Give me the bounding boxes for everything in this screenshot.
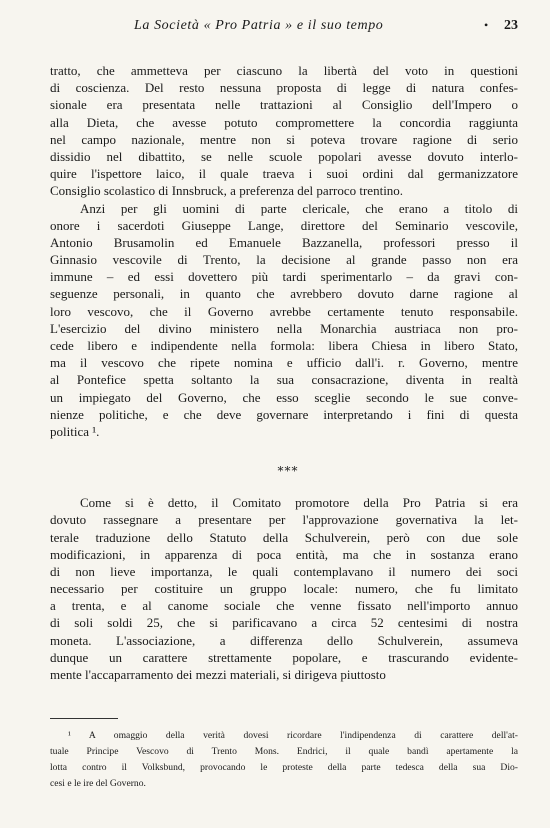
text-line: dissidio nel dibattito, se nelle scuole popolari avesse dovuto interlo- (50, 148, 518, 164)
text-line: loro vescovo, che il Governo avrebbe certamente tenuto responsabile. (50, 303, 518, 319)
text-line: alla Dieta, che avesse potuto compromettere la concordia raggiunta (50, 114, 518, 130)
text-line: un impiegato del Governo, che esso sceglie secondo le sue conve- (50, 389, 518, 405)
header-marker: • (484, 18, 489, 32)
text-line: dunque un carattere strettamente popolare, e trascurando evidente- (50, 649, 518, 665)
footnote-line: tuale Principe Vescovo di Trento Mons. Endrici, il quale bandì apertamente la (50, 746, 518, 757)
text-line: di coscienza. Del resto nessuna proposta di legge di natura confes- (50, 80, 518, 96)
section-separator: ⁎⁎⁎ (277, 460, 299, 475)
text-line: tratto, che ammetteva per ciascuno la libertà del voto in questioni (50, 63, 518, 78)
text-line: L'esercizio del divino ministero nella Monarchia austriaca non pro- (50, 320, 518, 336)
text-line: Consiglio scolastico di Innsbruck, a preferenza del parroco trentino. (50, 183, 404, 199)
running-title: La Società « Pro Patria » e il suo tempo (134, 18, 384, 33)
paragraph-3 (50, 494, 518, 683)
text-line: modificazioni, in apparenza di poca entità, ma che in sostanza erano (50, 546, 518, 562)
text-line: quire l'ispettore laico, il quale traeva i suoi ordini dal germanizzatore (50, 166, 518, 182)
text-line: onore i sacerdoti Giuseppe Lange, direttore del Seminario vescovile, (50, 217, 518, 233)
text-line: Anzi per gli uomini di parte clericale, che erano a titolo di (80, 200, 518, 216)
body-text (50, 62, 518, 683)
text-line: sionale era presentata nelle trattazioni al Consiglio dell'Impero o (50, 97, 518, 113)
text-line: di non lieve importanza, le quali contemplavano il numero dei soci (50, 563, 518, 579)
footnote-line: cesi e le ire del Governo. (50, 778, 146, 789)
text-line: cede libero e indipendente nella formola: libera Chiesa in libero Stato, (50, 338, 518, 353)
text-line: a trenta, e al canome sociale che venne fissato nell'importo annuo (50, 598, 518, 614)
text-line: seguenze personali, in quanto che avrebbero dovuto darne ragione al (50, 286, 518, 302)
text-line: di soli soldi 25, che si parificavano a circa 52 centesimi di nostra (50, 615, 518, 631)
text-line: ma il vescovo che ripete nomina e ufficio dall'i. r. Governo, mentre (50, 355, 518, 371)
footnote (50, 728, 518, 792)
paragraph-2 (50, 200, 518, 441)
page-number: 23 (504, 18, 518, 33)
text-line: Ginnasio vescovile di Trento, la decisione al grande passo non era (50, 252, 518, 268)
text-line: al Pontefice spetta soltanto la sua consacrazione, diventa in realtà (50, 372, 518, 388)
running-header (50, 18, 518, 40)
footnote-line: lotta contro il Volksbund, provocando le proteste della parte tedesca della sua Dio- (50, 762, 518, 773)
footnote-line: ¹ A omaggio della verità dovesi ricordare l'indipendenza di carattere dell'at- (68, 730, 518, 741)
footnote-rule (50, 718, 118, 719)
text-line: nel campo nazionale, mentre non si poteva trovare ragione di serio (50, 131, 518, 147)
text-line: dovuto rassegnare a presentare per l'approvazione governativa la let- (50, 512, 518, 528)
paragraph-1 (50, 62, 518, 200)
text-line: necessario per costituire un gruppo locale: numero, che fu limitato (50, 581, 518, 597)
text-line: nienze politiche, e che deve governare interpretando i fini di questa (50, 406, 518, 422)
text-line: Antonio Brusamolin ed Emanuele Bazzanella, professori presso il (50, 234, 518, 250)
text-line: politica ¹. (50, 423, 100, 439)
text-line: Come si è detto, il Comitato promotore della Pro Patria si era (80, 495, 518, 511)
text-line: terale traduzione dello Statuto della Schulverein, però con due sole (50, 529, 518, 545)
text-line: immune – ed essi dovettero più tardi sperimentarlo – da gravi con- (50, 269, 518, 285)
text-line: moneta. L'associazione, a differenza dello Schulverein, assumeva (50, 632, 518, 648)
text-line: mente l'accaparramento dei mezzi materiali, si dirigeva piuttosto (50, 667, 386, 682)
